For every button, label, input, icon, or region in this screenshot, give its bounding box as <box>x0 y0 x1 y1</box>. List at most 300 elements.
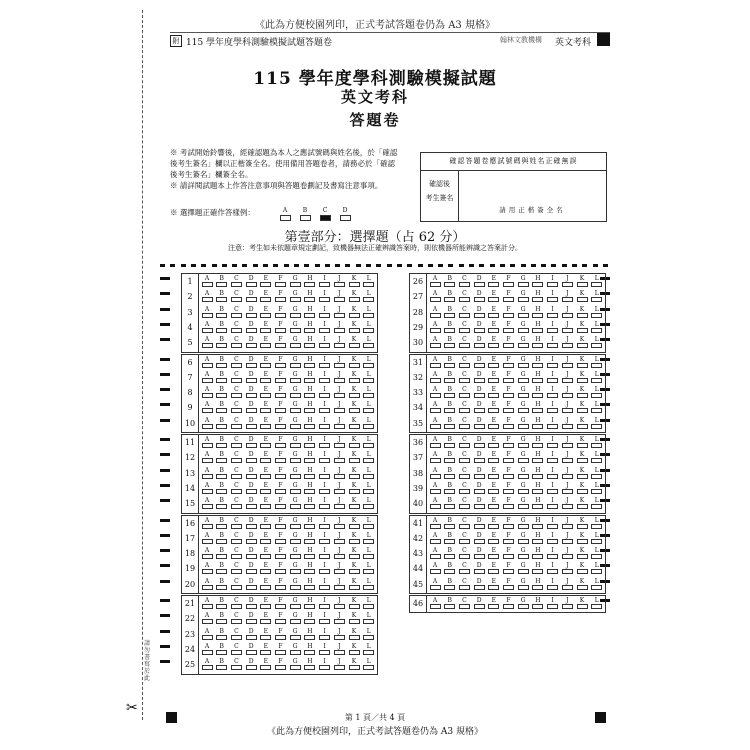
answer-bubble-c[interactable] <box>458 371 470 383</box>
answer-bubble-h[interactable] <box>304 643 316 655</box>
answer-bubble-l[interactable] <box>363 386 375 398</box>
answer-bubble-b[interactable] <box>216 628 228 640</box>
answer-bubble-d[interactable] <box>473 386 485 398</box>
answer-bubble-h[interactable] <box>304 336 316 348</box>
answer-bubble-l[interactable] <box>363 290 375 302</box>
answer-bubble-e[interactable] <box>488 497 500 509</box>
answer-bubble-a[interactable] <box>429 482 441 494</box>
answer-bubble-c[interactable] <box>458 290 470 302</box>
answer-bubble-i[interactable] <box>547 401 559 413</box>
answer-bubble-c[interactable] <box>458 497 470 509</box>
answer-bubble-a[interactable] <box>201 336 213 348</box>
answer-bubble-a[interactable] <box>429 290 441 302</box>
answer-bubble-k[interactable] <box>348 658 360 670</box>
answer-bubble-k[interactable] <box>348 321 360 333</box>
answer-bubble-g[interactable] <box>289 658 301 670</box>
answer-bubble-e[interactable] <box>488 401 500 413</box>
answer-bubble-a[interactable] <box>201 578 213 590</box>
answer-bubble-a[interactable] <box>201 562 213 574</box>
answer-bubble-h[interactable] <box>532 482 544 494</box>
answer-bubble-g[interactable] <box>289 417 301 429</box>
answer-bubble-c[interactable] <box>458 321 470 333</box>
answer-bubble-f[interactable] <box>503 275 515 287</box>
answer-bubble-c[interactable] <box>230 597 242 609</box>
answer-bubble-j[interactable] <box>333 597 345 609</box>
answer-bubble-i[interactable] <box>319 517 331 529</box>
answer-bubble-d[interactable] <box>245 275 257 287</box>
answer-bubble-l[interactable] <box>363 321 375 333</box>
answer-bubble-b[interactable] <box>444 517 456 529</box>
answer-bubble-i[interactable] <box>319 371 331 383</box>
answer-bubble-f[interactable] <box>503 451 515 463</box>
answer-bubble-j[interactable] <box>333 386 345 398</box>
answer-bubble-d[interactable] <box>473 578 485 590</box>
answer-bubble-l[interactable] <box>591 482 603 494</box>
answer-bubble-f[interactable] <box>275 321 287 333</box>
answer-bubble-c[interactable] <box>230 562 242 574</box>
answer-bubble-c[interactable] <box>458 386 470 398</box>
answer-bubble-b[interactable] <box>444 497 456 509</box>
answer-bubble-d[interactable] <box>473 467 485 479</box>
answer-bubble-e[interactable] <box>260 417 272 429</box>
answer-bubble-i[interactable] <box>547 562 559 574</box>
answer-bubble-k[interactable] <box>576 562 588 574</box>
answer-bubble-h[interactable] <box>304 467 316 479</box>
answer-bubble-b[interactable] <box>216 482 228 494</box>
answer-bubble-k[interactable] <box>348 356 360 368</box>
answer-bubble-i[interactable] <box>319 386 331 398</box>
answer-bubble-h[interactable] <box>304 562 316 574</box>
answer-bubble-k[interactable] <box>348 371 360 383</box>
answer-bubble-h[interactable] <box>304 306 316 318</box>
answer-bubble-b[interactable] <box>216 497 228 509</box>
answer-bubble-g[interactable] <box>517 401 529 413</box>
answer-bubble-b[interactable] <box>216 578 228 590</box>
answer-bubble-g[interactable] <box>517 497 529 509</box>
answer-bubble-j[interactable] <box>333 467 345 479</box>
answer-bubble-d[interactable] <box>473 547 485 559</box>
answer-bubble-a[interactable] <box>201 371 213 383</box>
answer-bubble-f[interactable] <box>503 371 515 383</box>
answer-bubble-i[interactable] <box>319 321 331 333</box>
answer-bubble-j[interactable] <box>333 306 345 318</box>
answer-bubble-j[interactable] <box>561 401 573 413</box>
answer-bubble-b[interactable] <box>444 532 456 544</box>
answer-bubble-d[interactable] <box>245 658 257 670</box>
answer-bubble-d[interactable] <box>245 467 257 479</box>
answer-bubble-e[interactable] <box>260 321 272 333</box>
answer-bubble-d[interactable] <box>245 371 257 383</box>
answer-bubble-c[interactable] <box>458 517 470 529</box>
answer-bubble-a[interactable] <box>429 336 441 348</box>
answer-bubble-e[interactable] <box>260 597 272 609</box>
answer-bubble-b[interactable] <box>216 336 228 348</box>
answer-bubble-a[interactable] <box>429 547 441 559</box>
answer-bubble-c[interactable] <box>458 451 470 463</box>
answer-bubble-j[interactable] <box>333 451 345 463</box>
answer-bubble-b[interactable] <box>444 306 456 318</box>
answer-bubble-l[interactable] <box>591 290 603 302</box>
answer-bubble-c[interactable] <box>230 290 242 302</box>
answer-bubble-i[interactable] <box>319 306 331 318</box>
answer-bubble-g[interactable] <box>289 321 301 333</box>
answer-bubble-c[interactable] <box>230 356 242 368</box>
answer-bubble-e[interactable] <box>488 451 500 463</box>
answer-bubble-h[interactable] <box>304 275 316 287</box>
answer-bubble-l[interactable] <box>591 371 603 383</box>
answer-bubble-h[interactable] <box>304 386 316 398</box>
answer-bubble-h[interactable] <box>532 467 544 479</box>
answer-bubble-i[interactable] <box>547 417 559 429</box>
answer-bubble-k[interactable] <box>348 401 360 413</box>
answer-bubble-a[interactable] <box>429 578 441 590</box>
answer-bubble-k[interactable] <box>576 386 588 398</box>
answer-bubble-i[interactable] <box>319 628 331 640</box>
answer-bubble-e[interactable] <box>260 482 272 494</box>
answer-bubble-l[interactable] <box>363 628 375 640</box>
answer-bubble-c[interactable] <box>458 356 470 368</box>
answer-bubble-c[interactable] <box>458 336 470 348</box>
answer-bubble-l[interactable] <box>591 517 603 529</box>
answer-bubble-l[interactable] <box>591 597 603 609</box>
answer-bubble-c[interactable] <box>230 275 242 287</box>
answer-bubble-b[interactable] <box>444 386 456 398</box>
answer-bubble-e[interactable] <box>488 562 500 574</box>
answer-bubble-g[interactable] <box>517 386 529 398</box>
answer-bubble-i[interactable] <box>319 356 331 368</box>
answer-bubble-a[interactable] <box>429 401 441 413</box>
answer-bubble-j[interactable] <box>333 497 345 509</box>
answer-bubble-a[interactable] <box>429 321 441 333</box>
answer-bubble-f[interactable] <box>275 497 287 509</box>
signature-field[interactable]: 請用正楷簽全名 <box>499 206 566 214</box>
answer-bubble-c[interactable] <box>230 532 242 544</box>
answer-bubble-b[interactable] <box>444 451 456 463</box>
answer-bubble-h[interactable] <box>532 547 544 559</box>
answer-bubble-k[interactable] <box>576 597 588 609</box>
answer-bubble-d[interactable] <box>473 401 485 413</box>
answer-bubble-k[interactable] <box>576 532 588 544</box>
answer-bubble-c[interactable] <box>458 275 470 287</box>
answer-bubble-h[interactable] <box>532 386 544 398</box>
answer-bubble-i[interactable] <box>547 356 559 368</box>
answer-bubble-l[interactable] <box>591 451 603 463</box>
answer-bubble-f[interactable] <box>275 401 287 413</box>
answer-bubble-b[interactable] <box>444 597 456 609</box>
answer-bubble-k[interactable] <box>348 417 360 429</box>
answer-bubble-a[interactable] <box>201 401 213 413</box>
answer-bubble-l[interactable] <box>591 467 603 479</box>
answer-bubble-h[interactable] <box>532 451 544 463</box>
answer-bubble-g[interactable] <box>289 451 301 463</box>
answer-bubble-d[interactable] <box>245 482 257 494</box>
answer-bubble-a[interactable] <box>201 517 213 529</box>
answer-bubble-k[interactable] <box>348 275 360 287</box>
answer-bubble-j[interactable] <box>561 371 573 383</box>
answer-bubble-e[interactable] <box>260 532 272 544</box>
answer-bubble-a[interactable] <box>429 371 441 383</box>
answer-bubble-f[interactable] <box>275 643 287 655</box>
answer-bubble-e[interactable] <box>488 371 500 383</box>
answer-bubble-i[interactable] <box>319 597 331 609</box>
answer-bubble-h[interactable] <box>532 275 544 287</box>
answer-bubble-b[interactable] <box>444 321 456 333</box>
answer-bubble-c[interactable] <box>230 628 242 640</box>
answer-bubble-i[interactable] <box>547 386 559 398</box>
answer-bubble-c[interactable] <box>230 482 242 494</box>
answer-bubble-l[interactable] <box>363 356 375 368</box>
answer-bubble-i[interactable] <box>547 371 559 383</box>
answer-bubble-e[interactable] <box>260 612 272 624</box>
answer-bubble-i[interactable] <box>547 578 559 590</box>
answer-bubble-a[interactable] <box>201 532 213 544</box>
answer-bubble-b[interactable] <box>216 517 228 529</box>
answer-bubble-i[interactable] <box>319 336 331 348</box>
answer-bubble-a[interactable] <box>201 451 213 463</box>
answer-bubble-g[interactable] <box>289 628 301 640</box>
answer-bubble-l[interactable] <box>363 612 375 624</box>
answer-bubble-a[interactable] <box>429 275 441 287</box>
answer-bubble-k[interactable] <box>348 290 360 302</box>
answer-bubble-g[interactable] <box>517 562 529 574</box>
answer-bubble-b[interactable] <box>444 401 456 413</box>
answer-bubble-b[interactable] <box>444 562 456 574</box>
answer-bubble-j[interactable] <box>561 532 573 544</box>
answer-bubble-a[interactable] <box>201 597 213 609</box>
answer-bubble-a[interactable] <box>201 658 213 670</box>
answer-bubble-j[interactable] <box>561 597 573 609</box>
answer-bubble-j[interactable] <box>561 482 573 494</box>
answer-bubble-k[interactable] <box>576 436 588 448</box>
answer-bubble-b[interactable] <box>444 275 456 287</box>
answer-bubble-h[interactable] <box>304 321 316 333</box>
answer-bubble-b[interactable] <box>444 467 456 479</box>
answer-bubble-l[interactable] <box>591 547 603 559</box>
answer-bubble-i[interactable] <box>547 532 559 544</box>
answer-bubble-d[interactable] <box>473 451 485 463</box>
answer-bubble-d[interactable] <box>473 306 485 318</box>
answer-bubble-b[interactable] <box>216 612 228 624</box>
answer-bubble-j[interactable] <box>333 578 345 590</box>
answer-bubble-k[interactable] <box>576 371 588 383</box>
answer-bubble-j[interactable] <box>333 562 345 574</box>
answer-bubble-l[interactable] <box>363 643 375 655</box>
answer-bubble-c[interactable] <box>458 467 470 479</box>
answer-bubble-c[interactable] <box>458 578 470 590</box>
answer-bubble-f[interactable] <box>275 417 287 429</box>
answer-bubble-i[interactable] <box>319 658 331 670</box>
answer-bubble-c[interactable] <box>230 578 242 590</box>
answer-bubble-d[interactable] <box>245 628 257 640</box>
answer-bubble-j[interactable] <box>561 356 573 368</box>
answer-bubble-d[interactable] <box>473 321 485 333</box>
answer-bubble-k[interactable] <box>348 562 360 574</box>
answer-bubble-k[interactable] <box>576 451 588 463</box>
answer-bubble-k[interactable] <box>576 547 588 559</box>
answer-bubble-f[interactable] <box>275 275 287 287</box>
answer-bubble-k[interactable] <box>576 578 588 590</box>
answer-bubble-d[interactable] <box>473 356 485 368</box>
answer-bubble-i[interactable] <box>547 275 559 287</box>
answer-bubble-b[interactable] <box>216 547 228 559</box>
answer-bubble-g[interactable] <box>289 532 301 544</box>
answer-bubble-d[interactable] <box>473 517 485 529</box>
answer-bubble-i[interactable] <box>319 562 331 574</box>
answer-bubble-h[interactable] <box>304 658 316 670</box>
answer-bubble-e[interactable] <box>488 517 500 529</box>
answer-bubble-f[interactable] <box>503 578 515 590</box>
answer-bubble-f[interactable] <box>275 386 287 398</box>
answer-bubble-c[interactable] <box>458 417 470 429</box>
answer-bubble-h[interactable] <box>532 401 544 413</box>
answer-bubble-g[interactable] <box>517 578 529 590</box>
answer-bubble-e[interactable] <box>260 401 272 413</box>
answer-bubble-j[interactable] <box>561 436 573 448</box>
answer-bubble-j[interactable] <box>333 356 345 368</box>
answer-bubble-d[interactable] <box>473 290 485 302</box>
answer-bubble-d[interactable] <box>245 597 257 609</box>
answer-bubble-b[interactable] <box>216 597 228 609</box>
answer-bubble-b[interactable] <box>216 401 228 413</box>
answer-bubble-b[interactable] <box>216 356 228 368</box>
answer-bubble-e[interactable] <box>488 417 500 429</box>
answer-bubble-k[interactable] <box>348 386 360 398</box>
answer-bubble-g[interactable] <box>289 547 301 559</box>
answer-bubble-c[interactable] <box>230 497 242 509</box>
answer-bubble-g[interactable] <box>517 417 529 429</box>
answer-bubble-h[interactable] <box>532 597 544 609</box>
answer-bubble-l[interactable] <box>591 336 603 348</box>
answer-bubble-g[interactable] <box>289 436 301 448</box>
answer-bubble-l[interactable] <box>591 306 603 318</box>
answer-bubble-h[interactable] <box>532 371 544 383</box>
answer-bubble-e[interactable] <box>260 467 272 479</box>
answer-bubble-l[interactable] <box>363 306 375 318</box>
answer-bubble-e[interactable] <box>488 467 500 479</box>
answer-bubble-b[interactable] <box>444 371 456 383</box>
answer-bubble-i[interactable] <box>547 597 559 609</box>
answer-bubble-l[interactable] <box>591 497 603 509</box>
answer-bubble-l[interactable] <box>363 417 375 429</box>
answer-bubble-b[interactable] <box>216 658 228 670</box>
answer-bubble-j[interactable] <box>333 612 345 624</box>
answer-bubble-f[interactable] <box>275 578 287 590</box>
answer-bubble-e[interactable] <box>260 371 272 383</box>
answer-bubble-j[interactable] <box>561 562 573 574</box>
answer-bubble-l[interactable] <box>363 517 375 529</box>
answer-bubble-b[interactable] <box>444 356 456 368</box>
answer-bubble-d[interactable] <box>473 597 485 609</box>
answer-bubble-l[interactable] <box>363 658 375 670</box>
answer-bubble-h[interactable] <box>532 436 544 448</box>
answer-bubble-h[interactable] <box>304 547 316 559</box>
answer-bubble-g[interactable] <box>289 356 301 368</box>
answer-bubble-f[interactable] <box>275 436 287 448</box>
answer-bubble-c[interactable] <box>230 451 242 463</box>
answer-bubble-b[interactable] <box>216 417 228 429</box>
answer-bubble-k[interactable] <box>348 467 360 479</box>
answer-bubble-g[interactable] <box>289 562 301 574</box>
answer-bubble-g[interactable] <box>517 306 529 318</box>
answer-bubble-j[interactable] <box>333 643 345 655</box>
answer-bubble-h[interactable] <box>304 628 316 640</box>
answer-bubble-j[interactable] <box>561 547 573 559</box>
answer-bubble-c[interactable] <box>230 336 242 348</box>
answer-bubble-c[interactable] <box>458 401 470 413</box>
answer-bubble-d[interactable] <box>473 532 485 544</box>
answer-bubble-f[interactable] <box>275 451 287 463</box>
answer-bubble-d[interactable] <box>245 417 257 429</box>
answer-bubble-f[interactable] <box>275 482 287 494</box>
answer-bubble-e[interactable] <box>260 658 272 670</box>
answer-bubble-h[interactable] <box>532 306 544 318</box>
answer-bubble-f[interactable] <box>275 356 287 368</box>
answer-bubble-d[interactable] <box>245 306 257 318</box>
answer-bubble-e[interactable] <box>488 578 500 590</box>
answer-bubble-c[interactable] <box>230 643 242 655</box>
answer-bubble-i[interactable] <box>319 547 331 559</box>
answer-bubble-j[interactable] <box>561 306 573 318</box>
answer-bubble-e[interactable] <box>260 356 272 368</box>
answer-bubble-h[interactable] <box>532 578 544 590</box>
answer-bubble-g[interactable] <box>289 336 301 348</box>
answer-bubble-e[interactable] <box>488 356 500 368</box>
answer-bubble-k[interactable] <box>576 336 588 348</box>
answer-bubble-b[interactable] <box>444 482 456 494</box>
answer-bubble-i[interactable] <box>547 336 559 348</box>
answer-bubble-e[interactable] <box>488 336 500 348</box>
answer-bubble-l[interactable] <box>591 356 603 368</box>
answer-bubble-g[interactable] <box>517 482 529 494</box>
answer-bubble-a[interactable] <box>429 597 441 609</box>
answer-bubble-g[interactable] <box>517 467 529 479</box>
answer-bubble-f[interactable] <box>275 532 287 544</box>
answer-bubble-d[interactable] <box>473 482 485 494</box>
answer-bubble-c[interactable] <box>458 562 470 574</box>
answer-bubble-f[interactable] <box>503 401 515 413</box>
answer-bubble-c[interactable] <box>230 401 242 413</box>
answer-bubble-g[interactable] <box>289 467 301 479</box>
answer-bubble-f[interactable] <box>503 436 515 448</box>
answer-bubble-b[interactable] <box>444 436 456 448</box>
answer-bubble-i[interactable] <box>547 497 559 509</box>
answer-bubble-f[interactable] <box>503 356 515 368</box>
answer-bubble-e[interactable] <box>260 643 272 655</box>
answer-bubble-h[interactable] <box>304 517 316 529</box>
answer-bubble-b[interactable] <box>216 436 228 448</box>
answer-bubble-e[interactable] <box>488 386 500 398</box>
answer-bubble-i[interactable] <box>547 467 559 479</box>
answer-bubble-a[interactable] <box>201 467 213 479</box>
answer-bubble-e[interactable] <box>260 547 272 559</box>
answer-bubble-d[interactable] <box>245 547 257 559</box>
answer-bubble-j[interactable] <box>333 290 345 302</box>
answer-bubble-f[interactable] <box>503 547 515 559</box>
answer-bubble-a[interactable] <box>201 386 213 398</box>
answer-bubble-d[interactable] <box>473 417 485 429</box>
answer-bubble-f[interactable] <box>275 290 287 302</box>
answer-bubble-e[interactable] <box>260 451 272 463</box>
answer-bubble-h[interactable] <box>304 417 316 429</box>
answer-bubble-j[interactable] <box>333 658 345 670</box>
answer-bubble-a[interactable] <box>429 497 441 509</box>
answer-bubble-f[interactable] <box>503 497 515 509</box>
answer-bubble-c[interactable] <box>230 612 242 624</box>
answer-bubble-g[interactable] <box>289 290 301 302</box>
answer-bubble-b[interactable] <box>216 306 228 318</box>
answer-bubble-h[interactable] <box>532 290 544 302</box>
answer-bubble-j[interactable] <box>561 321 573 333</box>
